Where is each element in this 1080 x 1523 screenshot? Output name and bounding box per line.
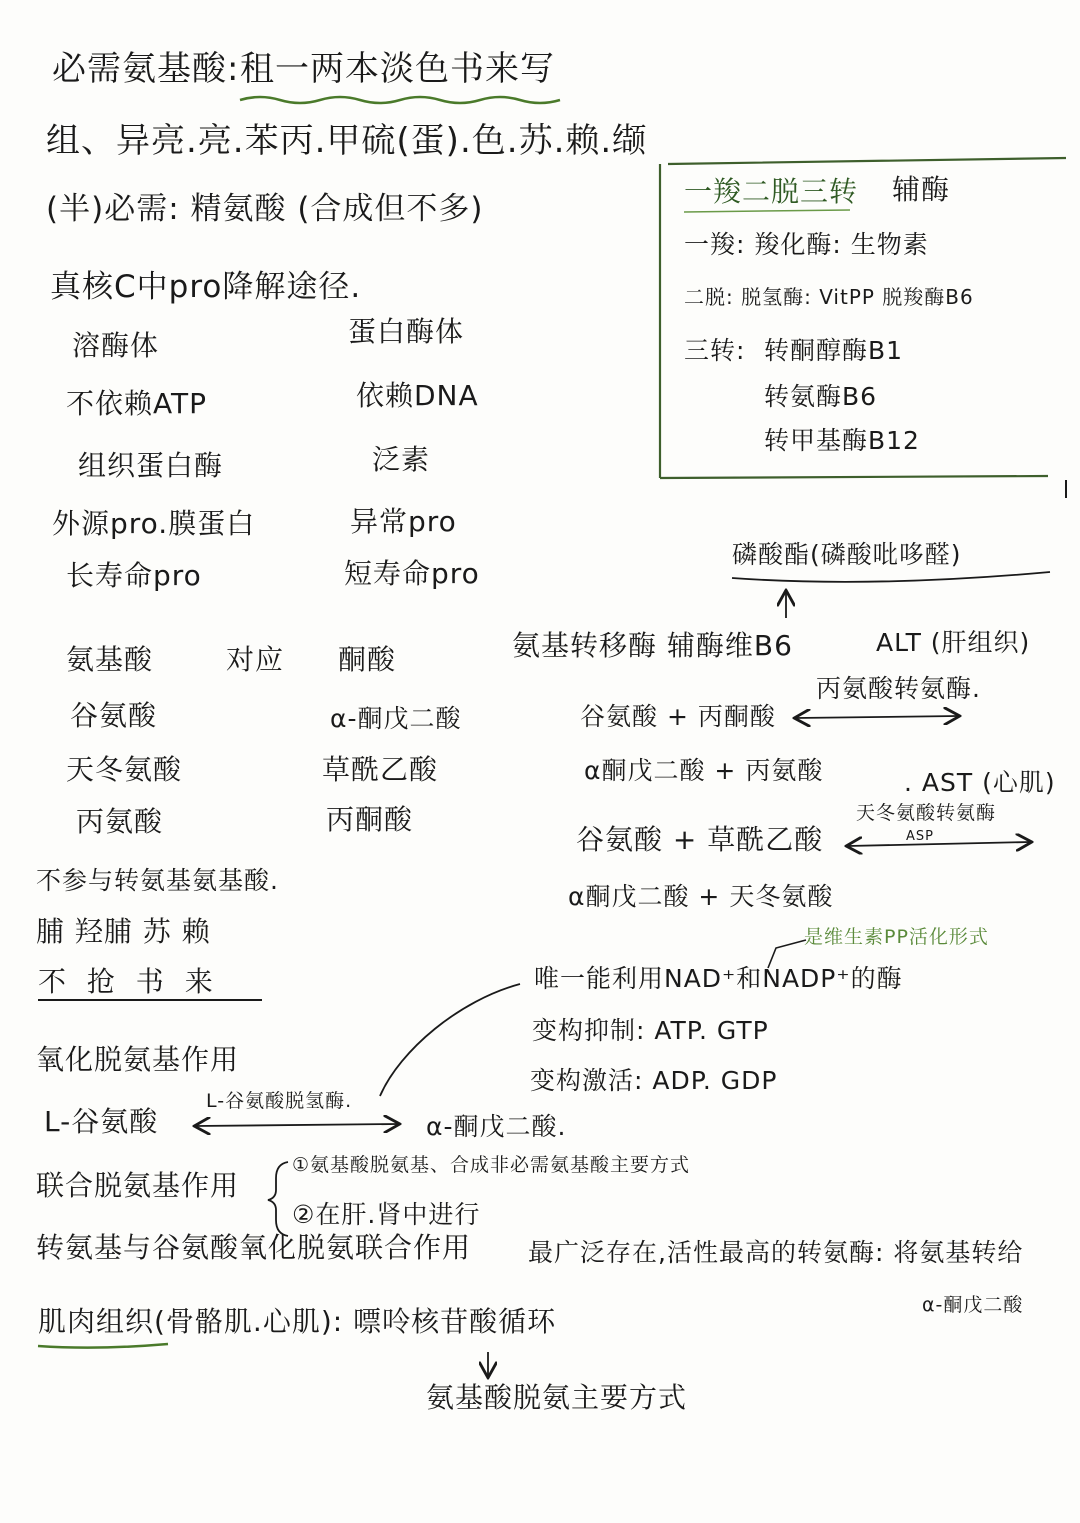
transmethylase-b12: 转甲基酶B12 — [764, 426, 920, 455]
long-lived-pro: 长寿命pro — [66, 559, 202, 592]
transferase-label: 三转: — [684, 336, 746, 365]
coenzyme-box — [660, 158, 1066, 478]
table-header-amino: 氨基酸 — [66, 643, 154, 676]
essential-title: 必需氨基酸: — [52, 49, 240, 89]
table-header-keto: 酮酸 — [338, 643, 397, 676]
muscle-cycle: 肌肉组织(骨骼肌.心肌): 嘌呤核苷酸循环 — [38, 1305, 557, 1338]
semi-essential: (半)必需: 精氨酸 (合成但不多) — [46, 191, 484, 227]
transketolase: 转酮醇酶B1 — [764, 336, 904, 365]
akg-label: α-酮戊二酸 — [922, 1294, 1024, 1316]
ubiquitin: 泛素 — [372, 443, 431, 476]
table-row: α-酮戊二酸 — [330, 704, 462, 733]
main-deamination: 氨基酸脱氨主要方式 — [426, 1381, 688, 1414]
short-lived-pro: 短寿命pro — [344, 557, 480, 590]
transaminase-title: 氨基转移酶 辅酶维B6 — [512, 629, 793, 662]
lysosome-label: 溶酶体 — [72, 329, 160, 362]
allosteric-activate: 变构激活: ADP. GDP — [530, 1066, 778, 1095]
oxidative-product: α-酮戊二酸. — [426, 1112, 567, 1141]
essential-mnemonic: 租一两本淡色书来写 — [240, 49, 555, 89]
reaction2-right: α酮戊二酸 + 天冬氨酸 — [568, 882, 834, 911]
table-header-corresponds: 对应 — [226, 643, 285, 676]
combined-point-2: ②在肝.肾中进行 — [292, 1200, 481, 1229]
mnemonic-underline — [240, 97, 560, 103]
oxidative-substrate: L-谷氨酸 — [44, 1105, 159, 1138]
table-row: 谷氨酸 — [70, 699, 158, 732]
degradation-title: 真核C中pro降解途径. — [50, 269, 362, 305]
proteasome-label: 蛋白酶体 — [348, 315, 465, 348]
ast-label: . AST (心肌) — [904, 768, 1056, 797]
coenzyme-box-title: 一羧二脱三转 — [684, 175, 859, 208]
combined-title: 联合脱氨基作用 — [36, 1169, 240, 1202]
nad-nadp-note: 唯一能利用NAD⁺和NADP⁺的酶 — [534, 964, 903, 993]
no-transamination-title: 不参与转氨基氨基酸. — [36, 866, 279, 895]
essential-list: 组、异亮.亮.苯丙.甲硫(蛋).色.苏.赖.缬 — [46, 121, 648, 161]
oxidative-title: 氧化脱氨基作用 — [36, 1043, 240, 1076]
table-row: 天冬氨酸 — [66, 753, 183, 786]
vitamin-pp-note: 是维生素PP活化形式 — [804, 926, 989, 948]
reaction1-right: α酮戊二酸 + 丙氨酸 — [584, 756, 824, 785]
table-row: 草酰乙酸 — [322, 753, 439, 786]
alt-label: ALT (肝组织) — [876, 628, 1031, 657]
no-transamination-mnemonic: 不 抢 书 来 — [38, 965, 219, 998]
allosteric-inhibit: 变构抑制: ATP. GTP — [532, 1016, 769, 1045]
coenzyme-box-suffix: 辅酶 — [892, 173, 951, 206]
reaction1-left: 谷氨酸 + 丙酮酸 — [580, 702, 776, 731]
carboxylase-line: 一羧: 羧化酶: 生物素 — [684, 230, 929, 259]
ast-enzyme: 天冬氨酸转氨酶 — [856, 802, 997, 824]
exogenous-pro: 外源pro.膜蛋白 — [52, 507, 256, 540]
table-row: 丙氨酸 — [76, 805, 164, 838]
transaminase-b6: 转氨酶B6 — [764, 382, 878, 411]
reaction2-left: 谷氨酸 + 草酰乙酸 — [576, 823, 824, 856]
phosphate-ester: 磷酸酯(磷酸吡哆醛) — [732, 540, 962, 569]
dehydrogenase-line: 二脱: 脱氢酶: VitPP 脱羧酶B6 — [684, 285, 974, 309]
no-transamination-list: 脯 羟脯 苏 赖 — [36, 915, 211, 948]
cathepsin: 组织蛋白酶 — [78, 449, 224, 482]
dna-dependent: 依赖DNA — [356, 379, 479, 412]
trans-deamination: 转氨基与谷氨酸氧化脱氨联合作用 — [36, 1231, 472, 1264]
alt-enzyme: 丙氨酸转氨酶. — [816, 674, 981, 703]
atp-independent: 不依赖ATP — [66, 387, 207, 420]
widest-transaminase: 最广泛存在,活性最高的转氨酶: 将氨基转给 — [528, 1238, 1024, 1267]
abnormal-pro: 异常pro — [350, 505, 457, 538]
combined-point-1: ①氨基酸脱氨基、合成非必需氨基酸主要方式 — [292, 1154, 691, 1176]
glutamate-dehydrogenase: L-谷氨酸脱氢酶. — [206, 1090, 353, 1112]
table-row: 丙酮酸 — [326, 803, 414, 836]
ast-abbr: ASP — [906, 829, 934, 844]
